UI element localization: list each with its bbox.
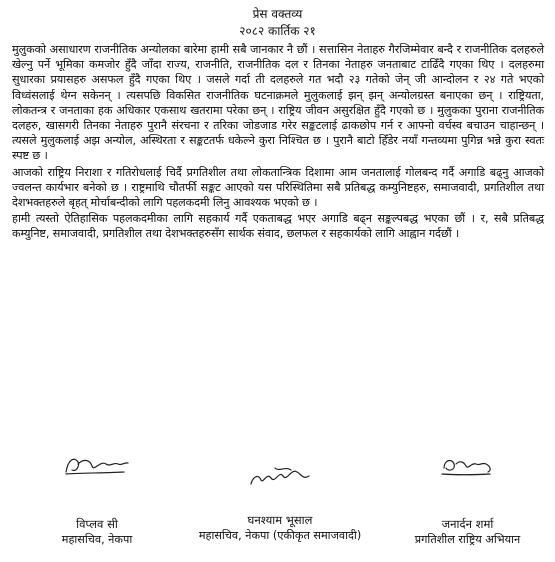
paragraph-3: हामी त्यस्तो ऐतिहासिक पहलकदमीका लागि सहकार्य गर्दै एकताबद्ध भएर अगाडि बढ्न सङ्कल्पबद्ध भएका छौं । र, सबै प्रतिबद्ध कम्युनिष्ट, समाजवादी, प्रगतिशील तथा देशभक्तहरुसँग सार्थक संवाद, छलफल र सहकार्यको लागि आह्वान गर्दछौं । (12, 212, 544, 241)
document-title: प्रेस वक्तव्य (252, 7, 303, 21)
paragraph-1: मुलुकको असाधारण राजनीतिक अन्योलका बारेमा हामी सबै जानकार नै छौं । सत्तासिन नेताहरु गैरजिम्मेवार बन्दै र राजनीतिक दलहरुले खेल्नु पर्ने भूमिका कमजोर हुँदै जाँदा राज्य, राजनीति, राजनीतिक दल र तिनका नेताहरु जनताबाट टाढिँदै गएका थिए । दलहरुमा सुधारका प्रयासहरु असफल हुँदै गएका थिए । जसले गर्दा ती दलहरुले गत भदौ २३ गतेको जेन् जी आन्दोलन र २४ गते भएको विध्वंसलाई थेग्न सकेनन् । त्यसपछि विकसित राजनीतिक घटनाक्रमले मुलुकलाई झन् झन् अन्योलग्रस्त बनाएका छन् । राष्ट्रियता, लोकतन्त्र र जनताका हक अधिकार एकसाथ खतरामा परेका छन् । राष्ट्रिय जीवन असुरक्षित हुँदै गएको छ । मुलुकका पुराना राजनीतिक दलहरु, खासगरी तिनका नेताहरु पुरानै संरचना र तरिका जोडजाड गरेर सङ्कटलाई ढाकछोप गर्न र आफ्नो वर्चस्व बचाउन चाहान्छन् । त्यसले मुलुकलाई अझ अन्योल, अस्थिरता र सङ्कटतर्फ धकेल्ने कुरा निश्चित छ । पुरानै बाटो हिँडेर नयाँ गन्तव्यमा पुगिन्न भन्ने कुरा स्वतः स्पष्ट छ । (12, 43, 544, 163)
paragraph-2: आजको राष्ट्रिय निराशा र गतिरोधलाई चिर्दै प्रगतिशील तथा लोकतान्त्रिक दिशामा आम जनतालाई गोलबन्द गर्दै अगाडि बढ्नु आजको ज्वलन्त कार्यभार बनेको छ । राष्ट्रमाथि चौतर्फी सङ्कट आएको यस परिस्थितिमा सबै प्रतिबद्ध कम्युनिष्टहरु, समाजवादी, प्रगतिशील तथा देशभक्तहरुले बृहत् मोर्चाबन्दीको लागि पहलकदमी लिनु आवश्यक भएको छ । (12, 165, 544, 210)
signature-block-2 (185, 464, 375, 543)
handwritten-signature-1 (62, 450, 132, 480)
signatory-name: जनार्दन शर्मा (441, 517, 494, 531)
signatory-role: महासचिव, नेकपा (एकीकृत समाजवादी) (198, 529, 362, 542)
signature-block-3 (385, 450, 550, 547)
handwritten-signature-3 (438, 450, 498, 480)
statement-body (12, 42, 544, 243)
signatory-name: विप्लव सी (76, 517, 118, 531)
document-date: २०८२ कार्तिक २१ (239, 24, 316, 38)
header (0, 6, 555, 40)
handwritten-signature-2 (245, 464, 315, 490)
signatory-role: प्रगतिशील राष्ट्रिय अभियान (414, 533, 521, 546)
signatory-role: महासचिव, नेकपा (61, 533, 133, 546)
signature-block-1 (12, 450, 182, 547)
signatory-name: घनश्याम भूसाल (247, 513, 313, 527)
